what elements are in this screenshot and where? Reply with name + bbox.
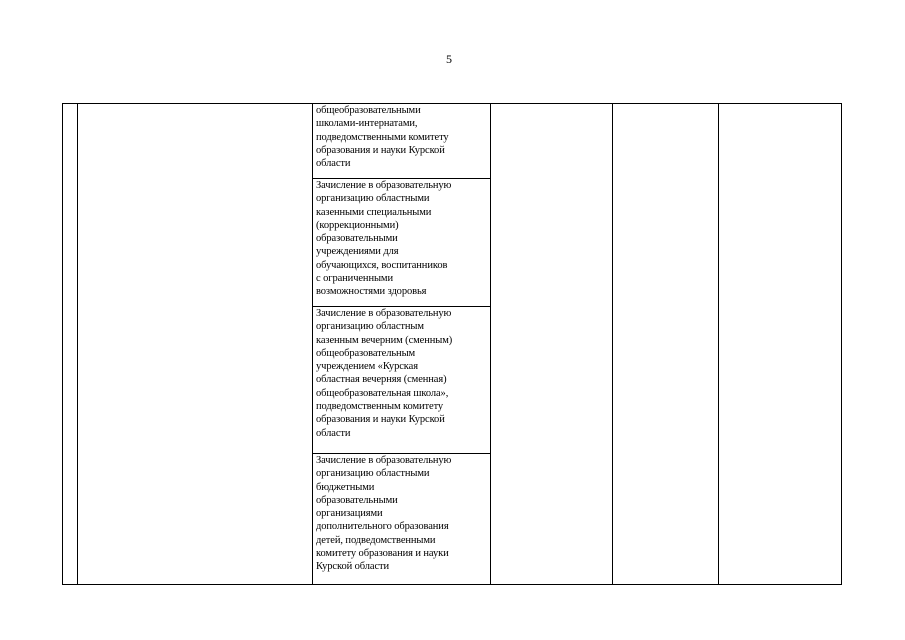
cell-line: организацию областными xyxy=(316,193,430,205)
column-divider-5 xyxy=(718,104,719,584)
cell-line: образовательными xyxy=(316,233,398,245)
cell-line: области xyxy=(316,427,351,439)
table-border-left xyxy=(62,104,63,584)
cell-line: образования и науки Курской xyxy=(316,414,445,426)
cell-line: области xyxy=(316,158,351,170)
cell-line: дополнительного образования xyxy=(316,521,449,533)
cell-line: подведомственным комитету xyxy=(316,401,444,413)
cell-line: (коррекционными) xyxy=(316,219,399,231)
cell-line: общеобразовательная школа», xyxy=(316,387,449,399)
cell-line: с ограниченными xyxy=(316,273,393,285)
cell-line: Зачисление в образовательную xyxy=(316,308,452,319)
cell-line: образовательными xyxy=(316,494,398,506)
cell-line: учреждением «Курская xyxy=(316,361,418,373)
cell-line: общеобразовательными xyxy=(316,105,421,116)
service-description-column xyxy=(313,104,490,584)
cell-line: казенным вечерним (сменным) xyxy=(316,334,453,346)
cell-line: организацию областными xyxy=(316,468,430,480)
column-divider-3 xyxy=(490,104,491,584)
table-cell-additional-education xyxy=(313,453,490,584)
cell-line: Зачисление в образовательную xyxy=(316,455,452,466)
cell-line: бюджетными xyxy=(316,481,375,493)
cell-line: школами-интернатами, xyxy=(316,118,418,130)
cell-line: учреждениями для xyxy=(316,246,399,258)
cell-line: Зачисление в образовательную xyxy=(316,180,452,191)
cell-line: обучающихся, воспитанников xyxy=(316,259,448,271)
cell-line: подведомственными комитету xyxy=(316,131,449,143)
service-table xyxy=(62,103,842,585)
cell-line: Курской области xyxy=(316,561,390,573)
cell-line: организациями xyxy=(316,508,383,520)
cell-line: областная вечерняя (сменная) xyxy=(316,374,447,386)
cell-line: образования и науки Курской xyxy=(316,144,445,156)
table-cell-evening-school xyxy=(313,306,490,453)
cell-line: комитету образования и науки xyxy=(316,548,449,560)
cell-line: организацию областным xyxy=(316,321,424,333)
cell-line: возможностями здоровья xyxy=(316,286,427,298)
page-number: 5 xyxy=(446,52,452,66)
column-divider-1 xyxy=(77,104,78,584)
cell-line: детей, подведомственными xyxy=(316,534,436,546)
cell-line: казенными специальными xyxy=(316,206,432,218)
table-border-right xyxy=(841,104,842,584)
cell-line: общеобразовательным xyxy=(316,347,416,359)
table-cell-boarding-schools xyxy=(313,104,490,177)
column-divider-4 xyxy=(612,104,613,584)
table-cell-special-institutions xyxy=(313,178,490,306)
